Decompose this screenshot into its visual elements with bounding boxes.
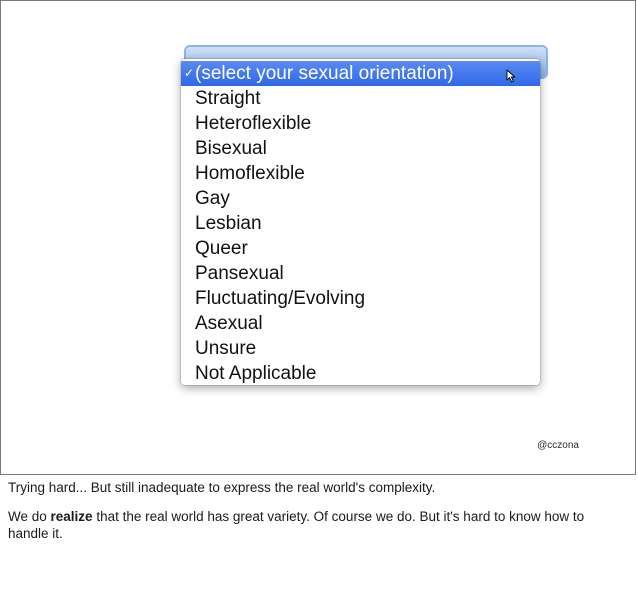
- dropdown-option-label: (select your sexual orientation): [195, 63, 454, 84]
- dropdown-option-gay[interactable]: [181, 186, 540, 211]
- dropdown-option-homoflexible[interactable]: [181, 161, 540, 186]
- dropdown-option-label: Queer: [195, 238, 248, 259]
- notes-line-1: Trying hard... But still inadequate to express the real world's complexity.: [8, 480, 436, 495]
- dropdown-option-queer[interactable]: [181, 236, 540, 261]
- dropdown-option-label: Not Applicable: [195, 363, 317, 384]
- dropdown-option-label: Straight: [195, 88, 261, 109]
- dropdown-option-unsure[interactable]: [181, 336, 540, 361]
- dropdown-option-lesbian[interactable]: [181, 211, 540, 236]
- orientation-dropdown-menu[interactable]: [181, 59, 540, 385]
- dropdown-option-label: Lesbian: [195, 213, 262, 234]
- notes-line-2: [8, 508, 623, 542]
- dropdown-option-label: Gay: [195, 188, 230, 209]
- dropdown-option-label: Fluctuating/Evolving: [195, 288, 366, 309]
- dropdown-option-label: Homoflexible: [195, 163, 305, 184]
- dropdown-option-fluctuating-evolving[interactable]: [181, 286, 540, 311]
- dropdown-option-label: Asexual: [195, 313, 263, 334]
- notes-emphasis: realize: [50, 509, 93, 524]
- notes-line-2-suffix: that the real world has great variety. Of course we do. But it's hard to know how to handle it.: [8, 509, 585, 541]
- dropdown-option-label: Pansexual: [195, 263, 284, 284]
- dropdown-option-asexual[interactable]: [181, 311, 540, 336]
- mouse-pointer-icon: [506, 69, 516, 83]
- author-handle: @cczona: [537, 440, 579, 451]
- checkmark-icon: ✓: [184, 66, 195, 80]
- dropdown-option-label: Bisexual: [195, 138, 267, 159]
- dropdown-option-pansexual[interactable]: [181, 261, 540, 286]
- dropdown-option-straight[interactable]: [181, 86, 540, 111]
- dropdown-option-label: Unsure: [195, 338, 257, 359]
- dropdown-option-bisexual[interactable]: [181, 136, 540, 161]
- speaker-notes: [8, 479, 623, 554]
- notes-line-2-prefix: We do: [8, 509, 51, 524]
- dropdown-option-heteroflexible[interactable]: [181, 111, 540, 136]
- dropdown-option-placeholder[interactable]: [181, 61, 540, 86]
- dropdown-option-label: Heteroflexible: [195, 113, 312, 134]
- dropdown-option-not-applicable[interactable]: [181, 361, 540, 385]
